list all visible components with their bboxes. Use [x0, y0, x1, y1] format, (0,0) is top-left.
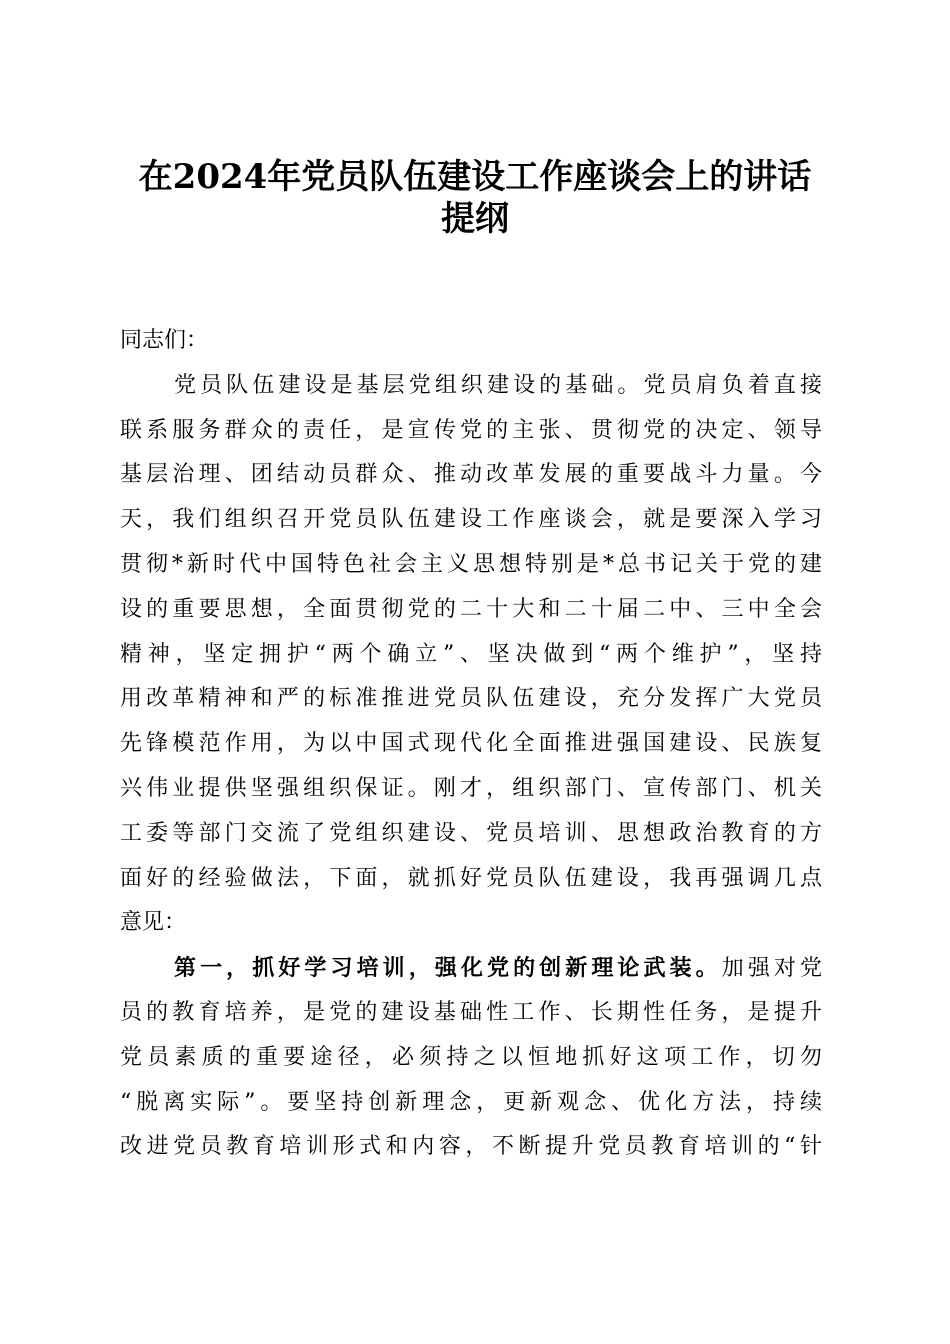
text-line: 面好的经验做法，下面，就抓好党员队伍建设，我再强调几点	[120, 865, 822, 891]
text-line: 改进党员教育培训形式和内容，不断提升党员教育培训的“针	[120, 1134, 822, 1160]
section-heading: 第一，抓好学习培训，强化党的创新理论武装。	[174, 955, 722, 982]
text-line: 兴伟业提供坚强组织保证。刚才，组织部门、宣传部门、机关	[120, 775, 822, 801]
text-line: 员的教育培养，是党的建设基础性工作、长期性任务，是提升	[120, 999, 822, 1025]
text-line: 贯彻*新时代中国特色社会主义思想特别是*总书记关于党的建	[120, 551, 822, 577]
text-line: 用改革精神和严的标准推进党员队伍建设，充分发挥广大党员	[120, 686, 822, 712]
text-line: 基层治理、团结动员群众、推动改革发展的重要战斗力量。今	[120, 462, 822, 488]
text-line: 意见：	[120, 910, 187, 936]
text-line: 设的重要思想，全面贯彻党的二十大和二十届二中、三中全会	[120, 596, 822, 622]
paragraph-first-point	[120, 946, 822, 1170]
text-line	[120, 946, 822, 991]
paragraph-intro	[120, 364, 822, 946]
document-title	[100, 156, 850, 240]
text-line: 精神，坚定拥护“两个确立”、坚决做到“两个维护”，坚持	[120, 641, 822, 667]
text-line: 联系服务群众的责任，是宣传党的主张、贯彻党的决定、领导	[120, 417, 822, 443]
text-line: 党员队伍建设是基层党组织建设的基础。党员肩负着直接	[174, 372, 822, 398]
text-line: 工委等部门交流了党组织建设、党员培训、思想政治教育的方	[120, 820, 822, 846]
salutation: 同志们：	[120, 328, 209, 353]
text-line: 党员素质的重要途径，必须持之以恒地抓好这项工作，切勿	[120, 1044, 822, 1070]
text-line: 先锋模范作用，为以中国式现代化全面推进强国建设、民族复	[120, 731, 822, 757]
title-line-2: 提纲	[441, 199, 509, 239]
text-line: 天，我们组织召开党员队伍建设工作座谈会，就是要深入学习	[120, 507, 822, 533]
text-line: “脱离实际”。要坚持创新理念，更新观念、优化方法，持续	[120, 1089, 822, 1115]
text-span: 加强对党	[721, 956, 822, 982]
title-line-1: 在2024年党员队伍建设工作座谈会上的讲话	[138, 157, 812, 197]
document-body	[120, 319, 822, 1170]
